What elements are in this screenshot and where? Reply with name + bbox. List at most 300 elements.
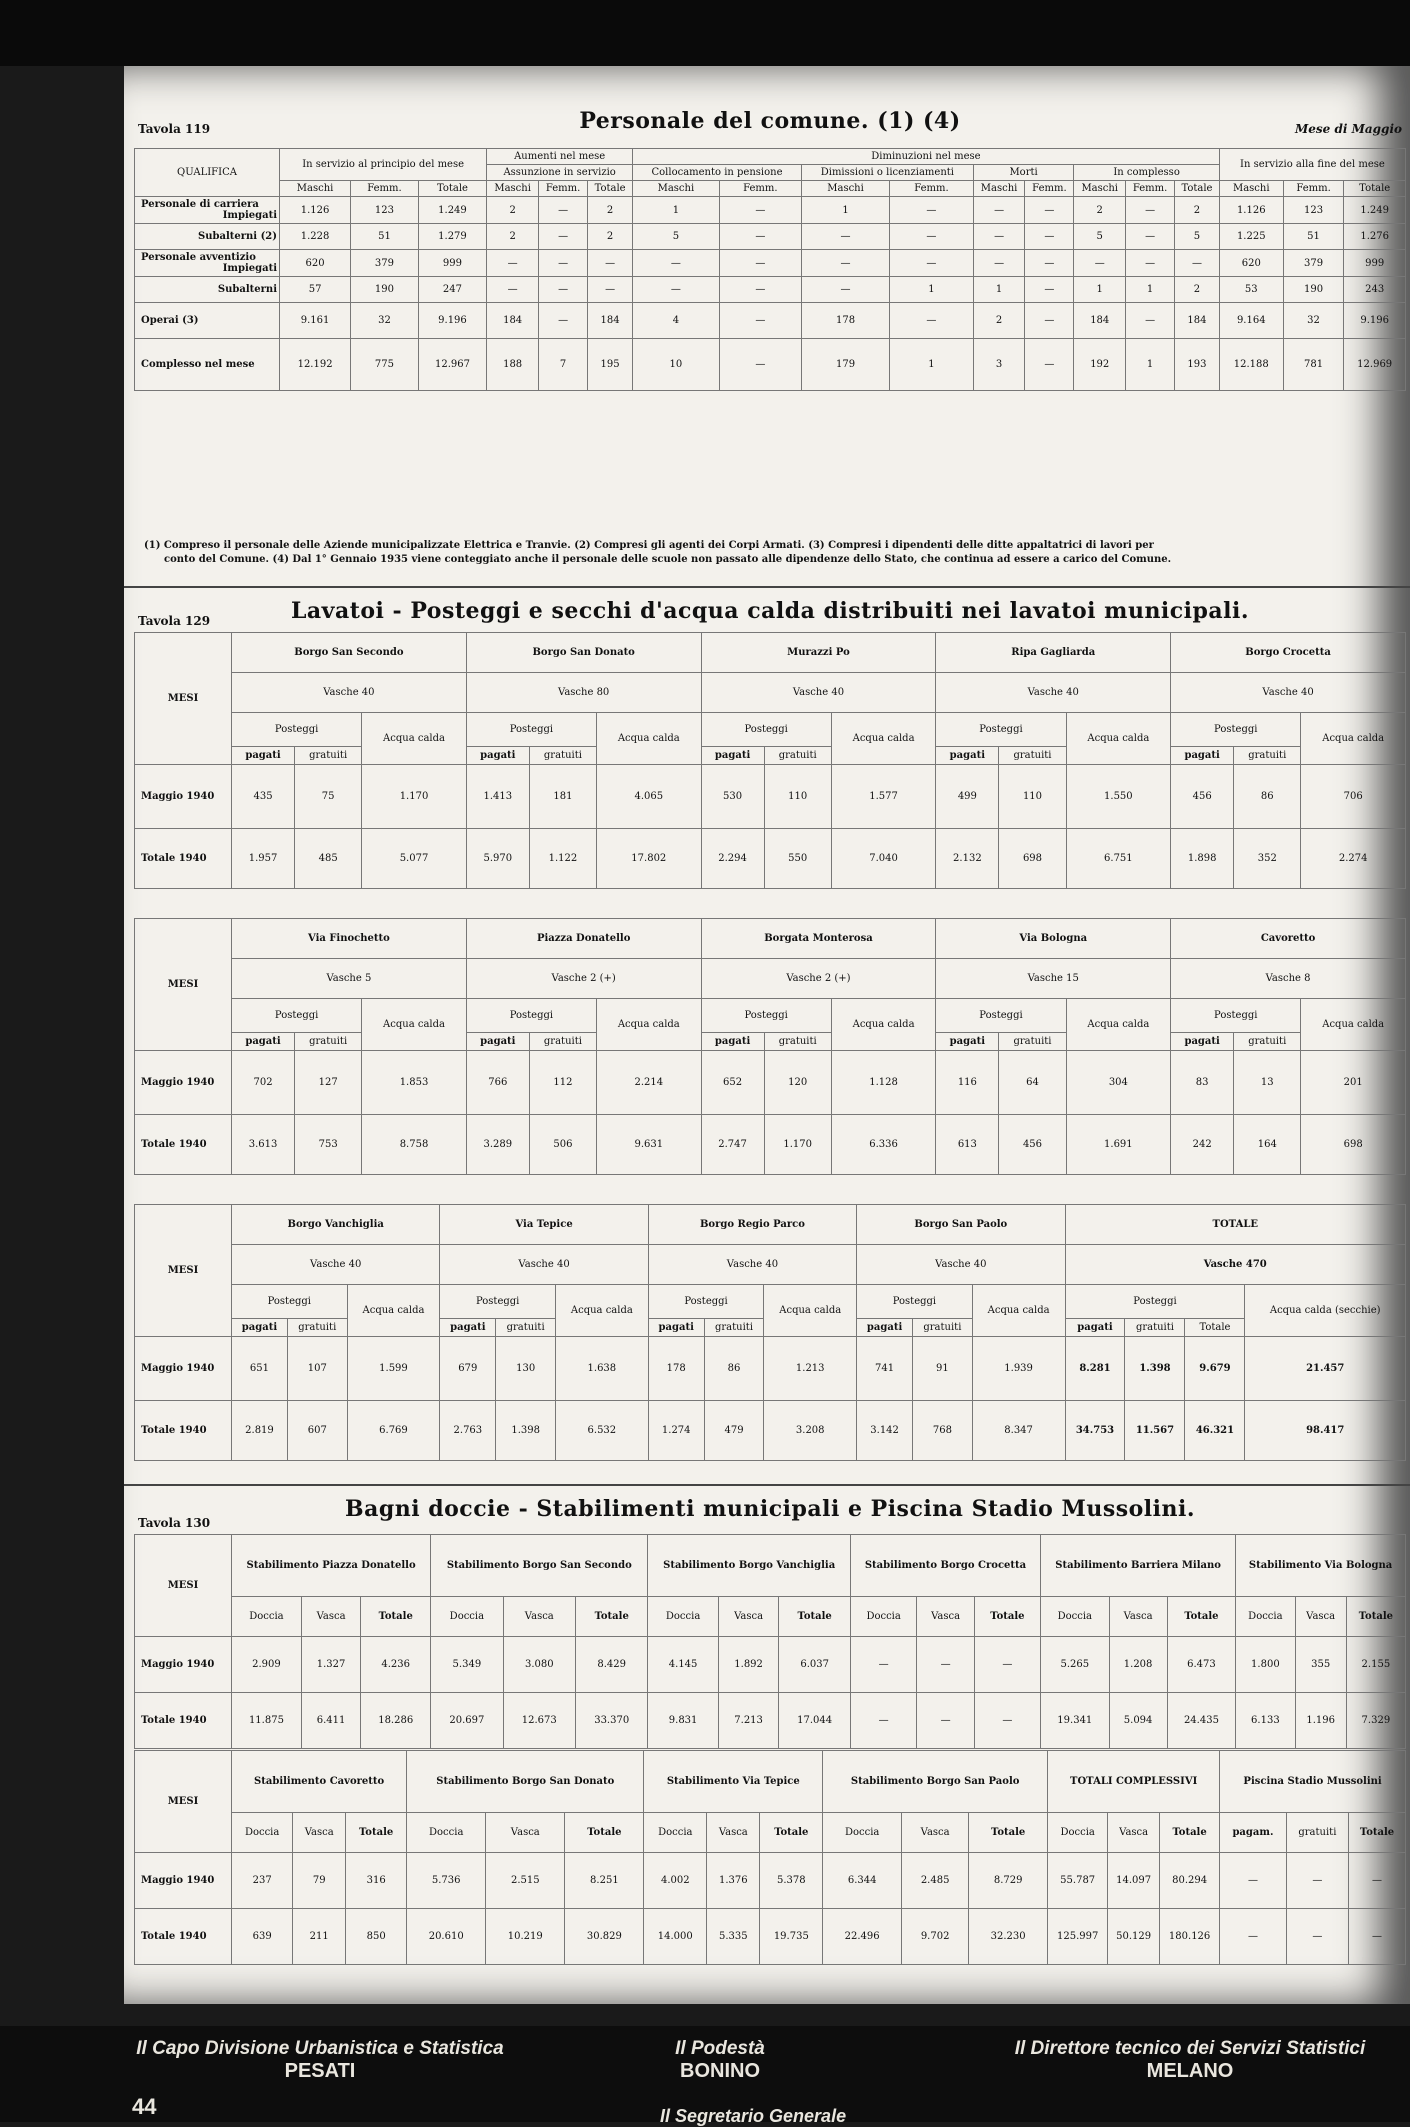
- header-pagati: pagati: [857, 1319, 913, 1337]
- value-cell: —: [719, 339, 801, 391]
- row-label-cell: [135, 303, 280, 339]
- value-cell: 12.967: [418, 339, 487, 391]
- value-cell: —: [917, 1637, 974, 1693]
- value-cell: 1.376: [707, 1853, 760, 1909]
- value-cell: 485: [295, 829, 362, 889]
- value-cell: 32: [351, 303, 419, 339]
- header-row: [135, 713, 1406, 747]
- subheader-cell: Totale: [418, 181, 487, 197]
- value-cell: 2.819: [232, 1401, 288, 1461]
- value-cell: 9.164: [1219, 303, 1283, 339]
- value-cell: 1: [1126, 339, 1175, 391]
- value-cell: 8.347: [972, 1401, 1065, 1461]
- header-vasca: Vasca: [707, 1813, 760, 1853]
- value-cell: 201: [1301, 1051, 1406, 1115]
- value-cell: 9.631: [597, 1115, 702, 1175]
- value-cell: 698: [999, 829, 1066, 889]
- table-row: [135, 1051, 1406, 1115]
- value-cell: 607: [287, 1401, 347, 1461]
- lavatoio-name: Borgo Vanchiglia: [232, 1205, 440, 1245]
- value-cell: 3.142: [857, 1401, 913, 1461]
- header-pagati: pagati: [232, 747, 295, 765]
- value-cell: 1.274: [648, 1401, 704, 1461]
- value-cell: —: [633, 250, 720, 277]
- value-cell: —: [890, 303, 974, 339]
- value-cell: —: [1220, 1909, 1287, 1965]
- divider: [124, 586, 1410, 588]
- header-acqua-calda: Acqua calda: [831, 713, 936, 765]
- value-cell: 8.251: [565, 1853, 644, 1909]
- lavatoio-name: Borgo Regio Parco: [648, 1205, 856, 1245]
- subheader-cell: Femm.: [890, 181, 974, 197]
- value-cell: 190: [1283, 277, 1344, 303]
- table-119-title: Personale del comune. (1) (4): [579, 108, 961, 134]
- table-130-title: Bagni doccie - Stabilimenti municipali e Piscina Stadio Mussolini.: [345, 1496, 1195, 1522]
- value-cell: 8.758: [362, 1115, 467, 1175]
- value-cell: 32: [1283, 303, 1344, 339]
- row-month-label: Maggio 1940: [135, 1637, 232, 1693]
- header-acqua-calda: Acqua calda: [347, 1285, 440, 1337]
- row-group-label: Complesso nel mese: [141, 359, 255, 370]
- value-cell: 706: [1301, 765, 1406, 829]
- header-totale: Totale: [1167, 1597, 1236, 1637]
- value-cell: 192: [1074, 339, 1126, 391]
- stabilimento-name: Stabilimento Borgo Vanchiglia: [648, 1535, 850, 1597]
- table-row: [135, 1909, 1406, 1965]
- value-cell: 80.294: [1160, 1853, 1220, 1909]
- header-totale: Totale: [760, 1813, 823, 1853]
- value-cell: —: [1220, 1853, 1287, 1909]
- value-cell: 19.341: [1041, 1693, 1109, 1749]
- value-cell: 17.802: [597, 829, 702, 889]
- stabilimento-name: Stabilimento Piazza Donatello: [232, 1535, 431, 1597]
- lavatoio-name: Ripa Gagliarda: [936, 633, 1171, 673]
- value-cell: 2: [973, 303, 1025, 339]
- value-cell: 98.417: [1245, 1401, 1406, 1461]
- header-doccia: Doccia: [407, 1813, 486, 1853]
- value-cell: 651: [232, 1337, 288, 1401]
- row-label-cell: [135, 277, 280, 303]
- header-acqua-calda: Acqua calda: [597, 999, 702, 1051]
- table-119-number: Tavola 119: [138, 122, 211, 136]
- subheader-cell: Maschi: [1074, 181, 1126, 197]
- value-cell: 46.321: [1185, 1401, 1245, 1461]
- value-cell: 51: [351, 224, 419, 250]
- value-cell: 247: [418, 277, 487, 303]
- value-cell: —: [917, 1693, 974, 1749]
- table-130-block-1: [134, 1534, 1406, 1749]
- stabilimento-name: Stabilimento Borgo San Secondo: [431, 1535, 648, 1597]
- header-posteggi: Posteggi: [701, 999, 831, 1033]
- value-cell: 18.286: [361, 1693, 431, 1749]
- lavatoio-name: Borgo San Paolo: [857, 1205, 1065, 1245]
- value-cell: 1.122: [529, 829, 596, 889]
- value-cell: 1.225: [1219, 224, 1283, 250]
- header-qualifica: QUALIFICA: [135, 149, 280, 197]
- value-cell: 506: [529, 1115, 596, 1175]
- value-cell: 32.230: [969, 1909, 1048, 1965]
- header-in-servizio-end: In servizio alla fine del mese: [1219, 149, 1405, 181]
- signature-segretario: Il Segretario Generale: [660, 2106, 847, 2126]
- value-cell: 766: [466, 1051, 529, 1115]
- row-month-label: Totale 1940: [135, 1693, 232, 1749]
- value-cell: 2: [588, 224, 633, 250]
- stabilimento-name: Stabilimento Borgo San Paolo: [823, 1751, 1048, 1813]
- header-mesi: MESI: [135, 633, 232, 765]
- header-row: [135, 1245, 1406, 1285]
- lavatoio-vasche: Vasche 15: [936, 959, 1171, 999]
- header-posteggi: Posteggi: [1171, 713, 1301, 747]
- value-cell: 193: [1175, 339, 1220, 391]
- header-row: [135, 1033, 1406, 1051]
- value-cell: 237: [232, 1853, 293, 1909]
- value-cell: 120: [764, 1051, 831, 1115]
- row-month-label: Totale 1940: [135, 829, 232, 889]
- header-acqua-calda: Acqua calda: [1301, 713, 1406, 765]
- header-vasca: Vasca: [917, 1597, 974, 1637]
- value-cell: 57: [280, 277, 351, 303]
- value-cell: 10.219: [486, 1909, 565, 1965]
- value-cell: 1.550: [1066, 765, 1171, 829]
- table-row: [135, 1115, 1406, 1175]
- header-row: [135, 1205, 1406, 1245]
- value-cell: 1.327: [301, 1637, 360, 1693]
- value-cell: 4.002: [644, 1853, 707, 1909]
- header-acqua-calda: Acqua calda: [1066, 999, 1171, 1051]
- table-row: [135, 1401, 1406, 1461]
- value-cell: 379: [351, 250, 419, 277]
- value-cell: 2.747: [701, 1115, 764, 1175]
- value-cell: 2.274: [1301, 829, 1406, 889]
- value-cell: 179: [801, 339, 889, 391]
- subheader-cell: Femm.: [1283, 181, 1344, 197]
- row-label: Impiegati: [222, 263, 277, 274]
- value-cell: 8.729: [969, 1853, 1048, 1909]
- value-cell: —: [539, 197, 588, 224]
- value-cell: 2.763: [440, 1401, 496, 1461]
- value-cell: —: [850, 1637, 917, 1693]
- row-label: Impiegati: [222, 210, 277, 221]
- header-morti: Morti: [973, 165, 1074, 181]
- header-posteggi: Posteggi: [440, 1285, 556, 1319]
- value-cell: 20.697: [431, 1693, 503, 1749]
- subheader-cell: Maschi: [973, 181, 1025, 197]
- value-cell: 184: [487, 303, 539, 339]
- header-mesi: MESI: [135, 1535, 232, 1637]
- table-129-block-2: [134, 918, 1406, 1175]
- value-cell: 91: [913, 1337, 973, 1401]
- signature-role: Il Direttore tecnico dei Servizi Statistici: [1014, 2038, 1366, 2059]
- value-cell: 178: [648, 1337, 704, 1401]
- value-cell: —: [801, 250, 889, 277]
- value-cell: 190: [351, 277, 419, 303]
- header-acqua-calda: Acqua calda: [1066, 713, 1171, 765]
- lavatoio-name: Borgo San Secondo: [232, 633, 467, 673]
- table-row: [135, 303, 1406, 339]
- value-cell: 2: [487, 197, 539, 224]
- value-cell: 1: [1126, 277, 1175, 303]
- value-cell: 6.769: [347, 1401, 440, 1461]
- header-doccia: Doccia: [232, 1597, 302, 1637]
- header-vasca: Vasca: [486, 1813, 565, 1853]
- value-cell: 352: [1234, 829, 1301, 889]
- header-vasca: Vasca: [1109, 1597, 1167, 1637]
- subheader-cell: Femm.: [1126, 181, 1175, 197]
- value-cell: 1.892: [718, 1637, 779, 1693]
- value-cell: 1: [1074, 277, 1126, 303]
- value-cell: 5.378: [760, 1853, 823, 1909]
- value-cell: 2.214: [597, 1051, 702, 1115]
- header-doccia: Doccia: [850, 1597, 917, 1637]
- header-pagati: pagati: [936, 747, 999, 765]
- header-row: [135, 1597, 1406, 1637]
- header-acqua-calda: Acqua calda: [764, 1285, 857, 1337]
- table-119-month: Mese di Maggio: [1294, 122, 1402, 136]
- value-cell: 1.398: [496, 1401, 556, 1461]
- value-cell: 550: [764, 829, 831, 889]
- lavatoio-name: Murazzi Po: [701, 633, 936, 673]
- value-cell: 8.429: [575, 1637, 647, 1693]
- value-cell: 2: [1074, 197, 1126, 224]
- value-cell: 86: [704, 1337, 764, 1401]
- lavatoi-table: [134, 918, 1406, 1175]
- value-cell: 5.077: [362, 829, 467, 889]
- header-totale: Totale: [361, 1597, 431, 1637]
- lavatoio-vasche: Vasche 80: [466, 673, 701, 713]
- row-month-label: Totale 1940: [135, 1401, 232, 1461]
- header-mesi: MESI: [135, 1751, 232, 1853]
- value-cell: 75: [295, 765, 362, 829]
- header-acqua-calda: Acqua calda: [972, 1285, 1065, 1337]
- header-doccia: Doccia: [431, 1597, 503, 1637]
- value-cell: 1.599: [347, 1337, 440, 1401]
- value-cell: 698: [1301, 1115, 1406, 1175]
- header-totale: Totale: [1349, 1813, 1406, 1853]
- subheader-cell: Maschi: [1219, 181, 1283, 197]
- value-cell: —: [974, 1637, 1040, 1693]
- value-cell: 164: [1234, 1115, 1301, 1175]
- value-cell: 1.170: [764, 1115, 831, 1175]
- header-pagati: pagati: [232, 1033, 295, 1051]
- stabilimento-name: TOTALI COMPLESSIVI: [1048, 1751, 1220, 1813]
- header-acqua-calda: Acqua calda: [597, 713, 702, 765]
- stabilimento-name: Stabilimento Barriera Milano: [1041, 1535, 1236, 1597]
- value-cell: —: [1349, 1909, 1406, 1965]
- table-129-block-3: [134, 1204, 1406, 1461]
- value-cell: —: [1025, 277, 1074, 303]
- header-gratuiti: gratuiti: [287, 1319, 347, 1337]
- table-119-note-2: conto del Comune. (4) Dal 1° Gennaio 1935 viene conteggiato anche il personale delle scuole non passato alle dipendenze dello Stato, che continua ad essere a carico del Comune.: [164, 554, 1172, 565]
- value-cell: 11.567: [1125, 1401, 1185, 1461]
- header-collocamento: Collocamento in pensione: [633, 165, 802, 181]
- value-cell: 22.496: [823, 1909, 902, 1965]
- value-cell: 123: [1283, 197, 1344, 224]
- header-vasca: Vasca: [902, 1813, 969, 1853]
- header-pagati: pagati: [466, 747, 529, 765]
- value-cell: 1.213: [764, 1337, 857, 1401]
- header-posteggi: Posteggi: [857, 1285, 973, 1319]
- value-cell: 1: [801, 197, 889, 224]
- header-gratuiti: gratuiti: [999, 747, 1066, 765]
- table-row: [135, 277, 1406, 303]
- value-cell: 6.336: [831, 1115, 936, 1175]
- value-cell: —: [719, 277, 801, 303]
- value-cell: 1.577: [831, 765, 936, 829]
- value-cell: 1.126: [280, 197, 351, 224]
- lavatoio-vasche: Vasche 40: [232, 673, 467, 713]
- table-row: [135, 250, 1406, 277]
- header-gratuiti: gratuiti: [496, 1319, 556, 1337]
- value-cell: 86: [1234, 765, 1301, 829]
- lavatoio-vasche: Vasche 8: [1171, 959, 1406, 999]
- value-cell: 1.276: [1344, 224, 1406, 250]
- value-cell: 2.294: [701, 829, 764, 889]
- subheader-cell: Femm.: [539, 181, 588, 197]
- header-posteggi: Posteggi: [648, 1285, 764, 1319]
- lavatoio-vasche: Vasche 40: [857, 1245, 1065, 1285]
- table-row: [135, 224, 1406, 250]
- value-cell: 12.192: [280, 339, 351, 391]
- value-cell: 1.196: [1295, 1693, 1346, 1749]
- header-row: [135, 633, 1406, 673]
- header-dimissioni: Dimissioni o licenziamenti: [801, 165, 973, 181]
- header-gratuiti: gratuiti: [1125, 1319, 1185, 1337]
- value-cell: 1.898: [1171, 829, 1234, 889]
- value-cell: 1: [890, 339, 974, 391]
- header-pagati: pagati: [701, 1033, 764, 1051]
- value-cell: 127: [295, 1051, 362, 1115]
- header-totale: Totale: [779, 1597, 850, 1637]
- value-cell: —: [719, 250, 801, 277]
- row-month-label: Maggio 1940: [135, 1051, 232, 1115]
- value-cell: 83: [1171, 1051, 1234, 1115]
- value-cell: 110: [999, 765, 1066, 829]
- value-cell: 3.289: [466, 1115, 529, 1175]
- value-cell: —: [539, 224, 588, 250]
- bagni-table: [134, 1534, 1406, 1749]
- header-acqua-secchie: Acqua calda (secchie): [1245, 1285, 1406, 1337]
- lavatoio-name: Via Tepice: [440, 1205, 648, 1245]
- header-gratuiti: gratuiti: [1286, 1813, 1348, 1853]
- table-row: [135, 765, 1406, 829]
- value-cell: —: [973, 197, 1025, 224]
- signature-name: MELANO: [1146, 2060, 1234, 2082]
- header-pagati: pagati: [648, 1319, 704, 1337]
- value-cell: 184: [1074, 303, 1126, 339]
- value-cell: 125.997: [1048, 1909, 1108, 1965]
- row-month-label: Totale 1940: [135, 1115, 232, 1175]
- header-doccia: Doccia: [1041, 1597, 1109, 1637]
- value-cell: 53: [1219, 277, 1283, 303]
- value-cell: 24.435: [1167, 1693, 1236, 1749]
- row-month-label: Maggio 1940: [135, 765, 232, 829]
- value-cell: 184: [588, 303, 633, 339]
- value-cell: —: [588, 250, 633, 277]
- value-cell: 999: [418, 250, 487, 277]
- value-cell: —: [801, 277, 889, 303]
- value-cell: 3.080: [503, 1637, 575, 1693]
- value-cell: 1.126: [1219, 197, 1283, 224]
- value-cell: 613: [936, 1115, 999, 1175]
- row-month-label: Totale 1940: [135, 1909, 232, 1965]
- value-cell: —: [1126, 224, 1175, 250]
- value-cell: 4.236: [361, 1637, 431, 1693]
- value-cell: 7.213: [718, 1693, 779, 1749]
- subheader-cell: Maschi: [280, 181, 351, 197]
- value-cell: 435: [232, 765, 295, 829]
- subheader-cell: Maschi: [633, 181, 720, 197]
- value-cell: 11.875: [232, 1693, 302, 1749]
- table-130-block-2: [134, 1750, 1406, 1965]
- row-label: Subalterni (2): [198, 231, 277, 242]
- table-row: [135, 829, 1406, 889]
- value-cell: 12.969: [1344, 339, 1406, 391]
- value-cell: 7.040: [831, 829, 936, 889]
- header-row: [135, 1751, 1406, 1813]
- header-pagati: pagati: [1065, 1319, 1125, 1337]
- header-row: [135, 1285, 1406, 1319]
- header-gratuiti: gratuiti: [913, 1319, 973, 1337]
- lavatoio-vasche: Vasche 40: [648, 1245, 856, 1285]
- value-cell: 34.753: [1065, 1401, 1125, 1461]
- row-label-cell: [135, 197, 280, 224]
- value-cell: —: [588, 277, 633, 303]
- value-cell: 479: [704, 1401, 764, 1461]
- subheader-cell: Femm.: [351, 181, 419, 197]
- value-cell: —: [719, 303, 801, 339]
- value-cell: 456: [1171, 765, 1234, 829]
- value-cell: 1.800: [1236, 1637, 1295, 1693]
- header-posteggi: Posteggi: [701, 713, 831, 747]
- value-cell: 1.228: [280, 224, 351, 250]
- row-label-cell: [135, 224, 280, 250]
- value-cell: 1.853: [362, 1051, 467, 1115]
- table-119: [134, 148, 1406, 391]
- value-cell: 242: [1171, 1115, 1234, 1175]
- signature-direttore: [970, 2038, 1410, 2083]
- totale-name: TOTALE: [1065, 1205, 1406, 1245]
- value-cell: 6.532: [555, 1401, 648, 1461]
- header-pagati: pagati: [936, 1033, 999, 1051]
- header-posteggi: Posteggi: [466, 999, 596, 1033]
- subheader-cell: Totale: [1175, 181, 1220, 197]
- stabilimento-name: Stabilimento Via Bologna: [1236, 1535, 1406, 1597]
- value-cell: 50.129: [1108, 1909, 1160, 1965]
- page-number: 44: [132, 2094, 157, 2119]
- header-acqua-calda: Acqua calda: [362, 999, 467, 1051]
- lavatoi-table: [134, 632, 1406, 889]
- value-cell: 9.702: [902, 1909, 969, 1965]
- table-row: [135, 197, 1406, 224]
- value-cell: 9.196: [1344, 303, 1406, 339]
- value-cell: 6.751: [1066, 829, 1171, 889]
- table-row: [135, 1853, 1406, 1909]
- value-cell: —: [890, 197, 974, 224]
- header-row: [135, 959, 1406, 999]
- value-cell: 112: [529, 1051, 596, 1115]
- header-vasca: Vasca: [293, 1813, 346, 1853]
- header-vasca: Vasca: [1295, 1597, 1346, 1637]
- value-cell: 1.939: [972, 1337, 1065, 1401]
- value-cell: 7.329: [1346, 1693, 1405, 1749]
- subheader-cell: Maschi: [487, 181, 539, 197]
- table-119-note-1: (1) Compreso il personale delle Aziende municipalizzate Elettrica e Tranvie. (2) Compresi gli agenti dei Corpi Armati. (3) Compresi i dipendenti delle ditte appaltatrici di lavori per: [144, 540, 1154, 551]
- value-cell: 64: [999, 1051, 1066, 1115]
- value-cell: —: [974, 1693, 1040, 1749]
- value-cell: 4: [633, 303, 720, 339]
- signature-role: Il Podestà: [675, 2038, 765, 2059]
- value-cell: 116: [936, 1051, 999, 1115]
